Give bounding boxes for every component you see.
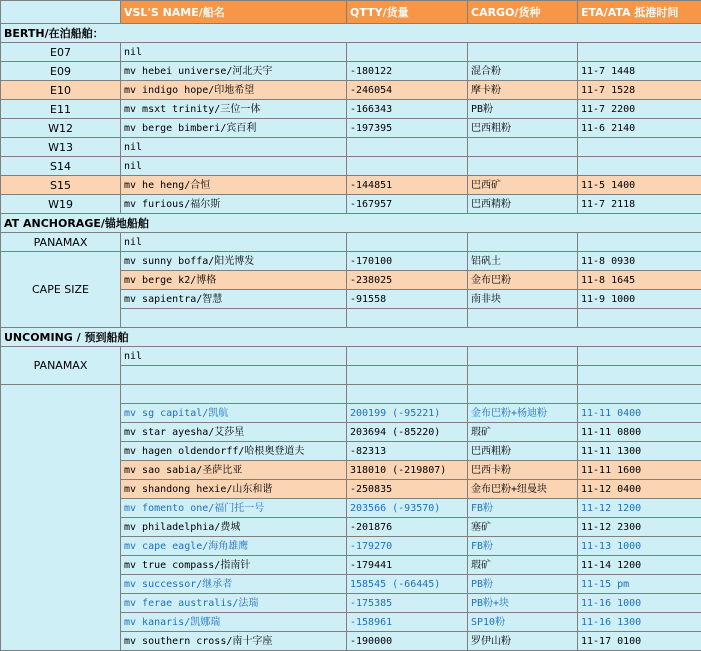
- eta: 11-7 1448: [578, 62, 701, 81]
- cargo: [468, 157, 578, 176]
- quantity: -144851: [347, 176, 468, 195]
- eta: 11-12 1200: [578, 499, 701, 518]
- cargo: FB粉: [468, 537, 578, 556]
- vessel-name: mv indigo hope/印地希望: [121, 81, 347, 100]
- quantity: 203694 (-85220): [347, 423, 468, 442]
- vessel-name: mv furious/福尔斯: [121, 195, 347, 214]
- berth-code: W19: [1, 195, 121, 214]
- header-cargo: CARGO/货种: [468, 1, 578, 24]
- cargo: 瑕矿: [468, 423, 578, 442]
- quantity: -201876: [347, 518, 468, 537]
- table-row: [1, 43, 701, 62]
- cargo: PB粉+块: [468, 594, 578, 613]
- cargo: PB粉: [468, 575, 578, 594]
- quantity: 318010 (-219807): [347, 461, 468, 480]
- quantity: [347, 157, 468, 176]
- berth-code: E07: [1, 43, 121, 62]
- anchorage-section: [1, 214, 701, 233]
- eta: 11-8 0930: [578, 252, 701, 271]
- table-row: [1, 195, 701, 214]
- quantity: -246054: [347, 81, 468, 100]
- quantity: -250835: [347, 480, 468, 499]
- eta: 11-11 1600: [578, 461, 701, 480]
- quantity: -158961: [347, 613, 468, 632]
- eta: [578, 366, 701, 385]
- table-row: [1, 100, 701, 119]
- vessel-name: mv ferae australis/法瑞: [121, 594, 347, 613]
- header-blank: [1, 1, 121, 24]
- quantity: [347, 43, 468, 62]
- cargo: [468, 309, 578, 328]
- vessel-name: mv sunny boffa/阳光博发: [121, 252, 347, 271]
- vessel-name: mv hagen oldendorff/哈根奥登道夫: [121, 442, 347, 461]
- quantity: -179441: [347, 556, 468, 575]
- cargo: SP10粉: [468, 613, 578, 632]
- quantity: 158545 (-66445): [347, 575, 468, 594]
- eta: 11-11 0800: [578, 423, 701, 442]
- cargo: 瑕矿: [468, 556, 578, 575]
- vessel-name: mv he heng/合恒: [121, 176, 347, 195]
- quantity: [347, 309, 468, 328]
- vessel-name: mv sapientra/智慧: [121, 290, 347, 309]
- table-row: [1, 347, 701, 366]
- vessel-name: mv southern cross/南十字座: [121, 632, 347, 651]
- quantity: [347, 347, 468, 366]
- vessel-name: nil: [121, 233, 347, 252]
- cargo: [468, 43, 578, 62]
- table-row: [1, 157, 701, 176]
- cargo: 摩卡粉: [468, 81, 578, 100]
- berth-code: S14: [1, 157, 121, 176]
- table-row: [1, 233, 701, 252]
- berth-code: E11: [1, 100, 121, 119]
- cargo: 巴西粗粉: [468, 442, 578, 461]
- eta: [578, 138, 701, 157]
- cargo: 塞矿: [468, 518, 578, 537]
- vessel-name: [121, 309, 347, 328]
- berth-code: E09: [1, 62, 121, 81]
- quantity: -180122: [347, 62, 468, 81]
- header-qtty: QTTY/货量: [347, 1, 468, 24]
- eta: 11-12 0400: [578, 480, 701, 499]
- vessel-name: mv msxt trinity/三位一体: [121, 100, 347, 119]
- quantity: 200199 (-95221): [347, 404, 468, 423]
- cargo: [468, 385, 578, 404]
- cargo: 混合粉: [468, 62, 578, 81]
- vessel-name: mv sao sabia/圣萨比亚: [121, 461, 347, 480]
- quantity: -166343: [347, 100, 468, 119]
- quantity: -190000: [347, 632, 468, 651]
- vessel-name: mv successor/继承者: [121, 575, 347, 594]
- quantity: [347, 233, 468, 252]
- eta: 11-17 0100: [578, 632, 701, 651]
- table-row: [1, 81, 701, 100]
- vessel-name: mv star ayesha/艾莎星: [121, 423, 347, 442]
- anchorage-section-title: AT ANCHORAGE/锚地船舶: [1, 214, 701, 233]
- cargo: 巴西卡粉: [468, 461, 578, 480]
- eta: [578, 347, 701, 366]
- vessel-name: nil: [121, 43, 347, 62]
- quantity: [347, 385, 468, 404]
- table-body: [1, 1, 701, 651]
- eta: 11-15 pm: [578, 575, 701, 594]
- quantity: -197395: [347, 119, 468, 138]
- eta: 11-7 2118: [578, 195, 701, 214]
- eta: 11-8 1645: [578, 271, 701, 290]
- vessel-name: [121, 366, 347, 385]
- eta: 11-5 1400: [578, 176, 701, 195]
- eta: [578, 43, 701, 62]
- berth-code: E10: [1, 81, 121, 100]
- berth-section: [1, 24, 701, 43]
- eta: 11-16 1300: [578, 613, 701, 632]
- vessel-name: mv fomento one/福门托一号: [121, 499, 347, 518]
- table-row: [1, 252, 701, 271]
- incoming-cape-size-label: [1, 385, 121, 651]
- quantity: -167957: [347, 195, 468, 214]
- cargo: [468, 138, 578, 157]
- vessel-name: mv hebei universe/河北天宇: [121, 62, 347, 81]
- eta: 11-14 1200: [578, 556, 701, 575]
- eta: [578, 385, 701, 404]
- cargo: 金布巴粉: [468, 271, 578, 290]
- cargo: 金布巴粉+纽曼块: [468, 480, 578, 499]
- berth-section-title: BERTH/在泊船舶：: [1, 24, 701, 43]
- quantity: -91558: [347, 290, 468, 309]
- cargo: [468, 233, 578, 252]
- eta: [578, 233, 701, 252]
- eta: 11-7 2200: [578, 100, 701, 119]
- quantity: [347, 366, 468, 385]
- quantity: -170100: [347, 252, 468, 271]
- cargo: 铝矾土: [468, 252, 578, 271]
- berth-code: W13: [1, 138, 121, 157]
- eta: 11-12 2300: [578, 518, 701, 537]
- quantity: -175385: [347, 594, 468, 613]
- eta: 11-13 1000: [578, 537, 701, 556]
- berth-code: S15: [1, 176, 121, 195]
- vessel-name: nil: [121, 138, 347, 157]
- table-row: [1, 176, 701, 195]
- header-vessel: VSL'S NAME/船名: [121, 1, 347, 24]
- quantity: -179270: [347, 537, 468, 556]
- cargo: 金布巴粉+杨迪粉: [468, 404, 578, 423]
- cargo: PB粉: [468, 100, 578, 119]
- vessel-name: mv shandong hexie/山东和谐: [121, 480, 347, 499]
- cargo: 巴西矿: [468, 176, 578, 195]
- vessel-name: mv sg capital/凯航: [121, 404, 347, 423]
- quantity: -238025: [347, 271, 468, 290]
- header-row: [1, 1, 701, 24]
- table-row: [1, 385, 701, 404]
- vessel-name: mv berge k2/博格: [121, 271, 347, 290]
- anchorage-panamax-label: PANAMAX: [1, 233, 121, 252]
- table-row: [1, 62, 701, 81]
- eta: [578, 157, 701, 176]
- eta: 11-9 1000: [578, 290, 701, 309]
- berth-code: W12: [1, 119, 121, 138]
- eta: 11-7 1528: [578, 81, 701, 100]
- anchorage-cape-size-label: CAPE SIZE: [1, 252, 121, 328]
- vessel-name: mv philadelphia/费城: [121, 518, 347, 537]
- quantity: 203566 (-93570): [347, 499, 468, 518]
- eta: 11-16 1000: [578, 594, 701, 613]
- cargo: 巴西精粉: [468, 195, 578, 214]
- eta: 11-6 2140: [578, 119, 701, 138]
- vessel-name: nil: [121, 347, 347, 366]
- quantity: -82313: [347, 442, 468, 461]
- quantity: [347, 138, 468, 157]
- eta: 11-11 1300: [578, 442, 701, 461]
- vessel-name: [121, 385, 347, 404]
- vessel-name: nil: [121, 157, 347, 176]
- vessel-name: mv cape eagle/海角雄鹰: [121, 537, 347, 556]
- table-row: [1, 119, 701, 138]
- eta: 11-11 0400: [578, 404, 701, 423]
- table-row: [1, 138, 701, 157]
- incoming-panamax-label: PANAMAX: [1, 347, 121, 385]
- header-eta: ETA/ATA 抵港时间: [578, 1, 701, 24]
- vessel-name: mv true compass/指南针: [121, 556, 347, 575]
- incoming-section-title: UNCOMING / 预到船舶: [1, 328, 701, 347]
- cargo: [468, 347, 578, 366]
- cargo: 南非块: [468, 290, 578, 309]
- eta: [578, 309, 701, 328]
- vessel-name: mv berge bimberi/宾百利: [121, 119, 347, 138]
- cargo: 巴西粗粉: [468, 119, 578, 138]
- cargo: [468, 366, 578, 385]
- cargo: FB粉: [468, 499, 578, 518]
- vessel-name: mv kanaris/凯娜瑞: [121, 613, 347, 632]
- incoming-section: [1, 328, 701, 347]
- cargo: 罗伊山粉: [468, 632, 578, 651]
